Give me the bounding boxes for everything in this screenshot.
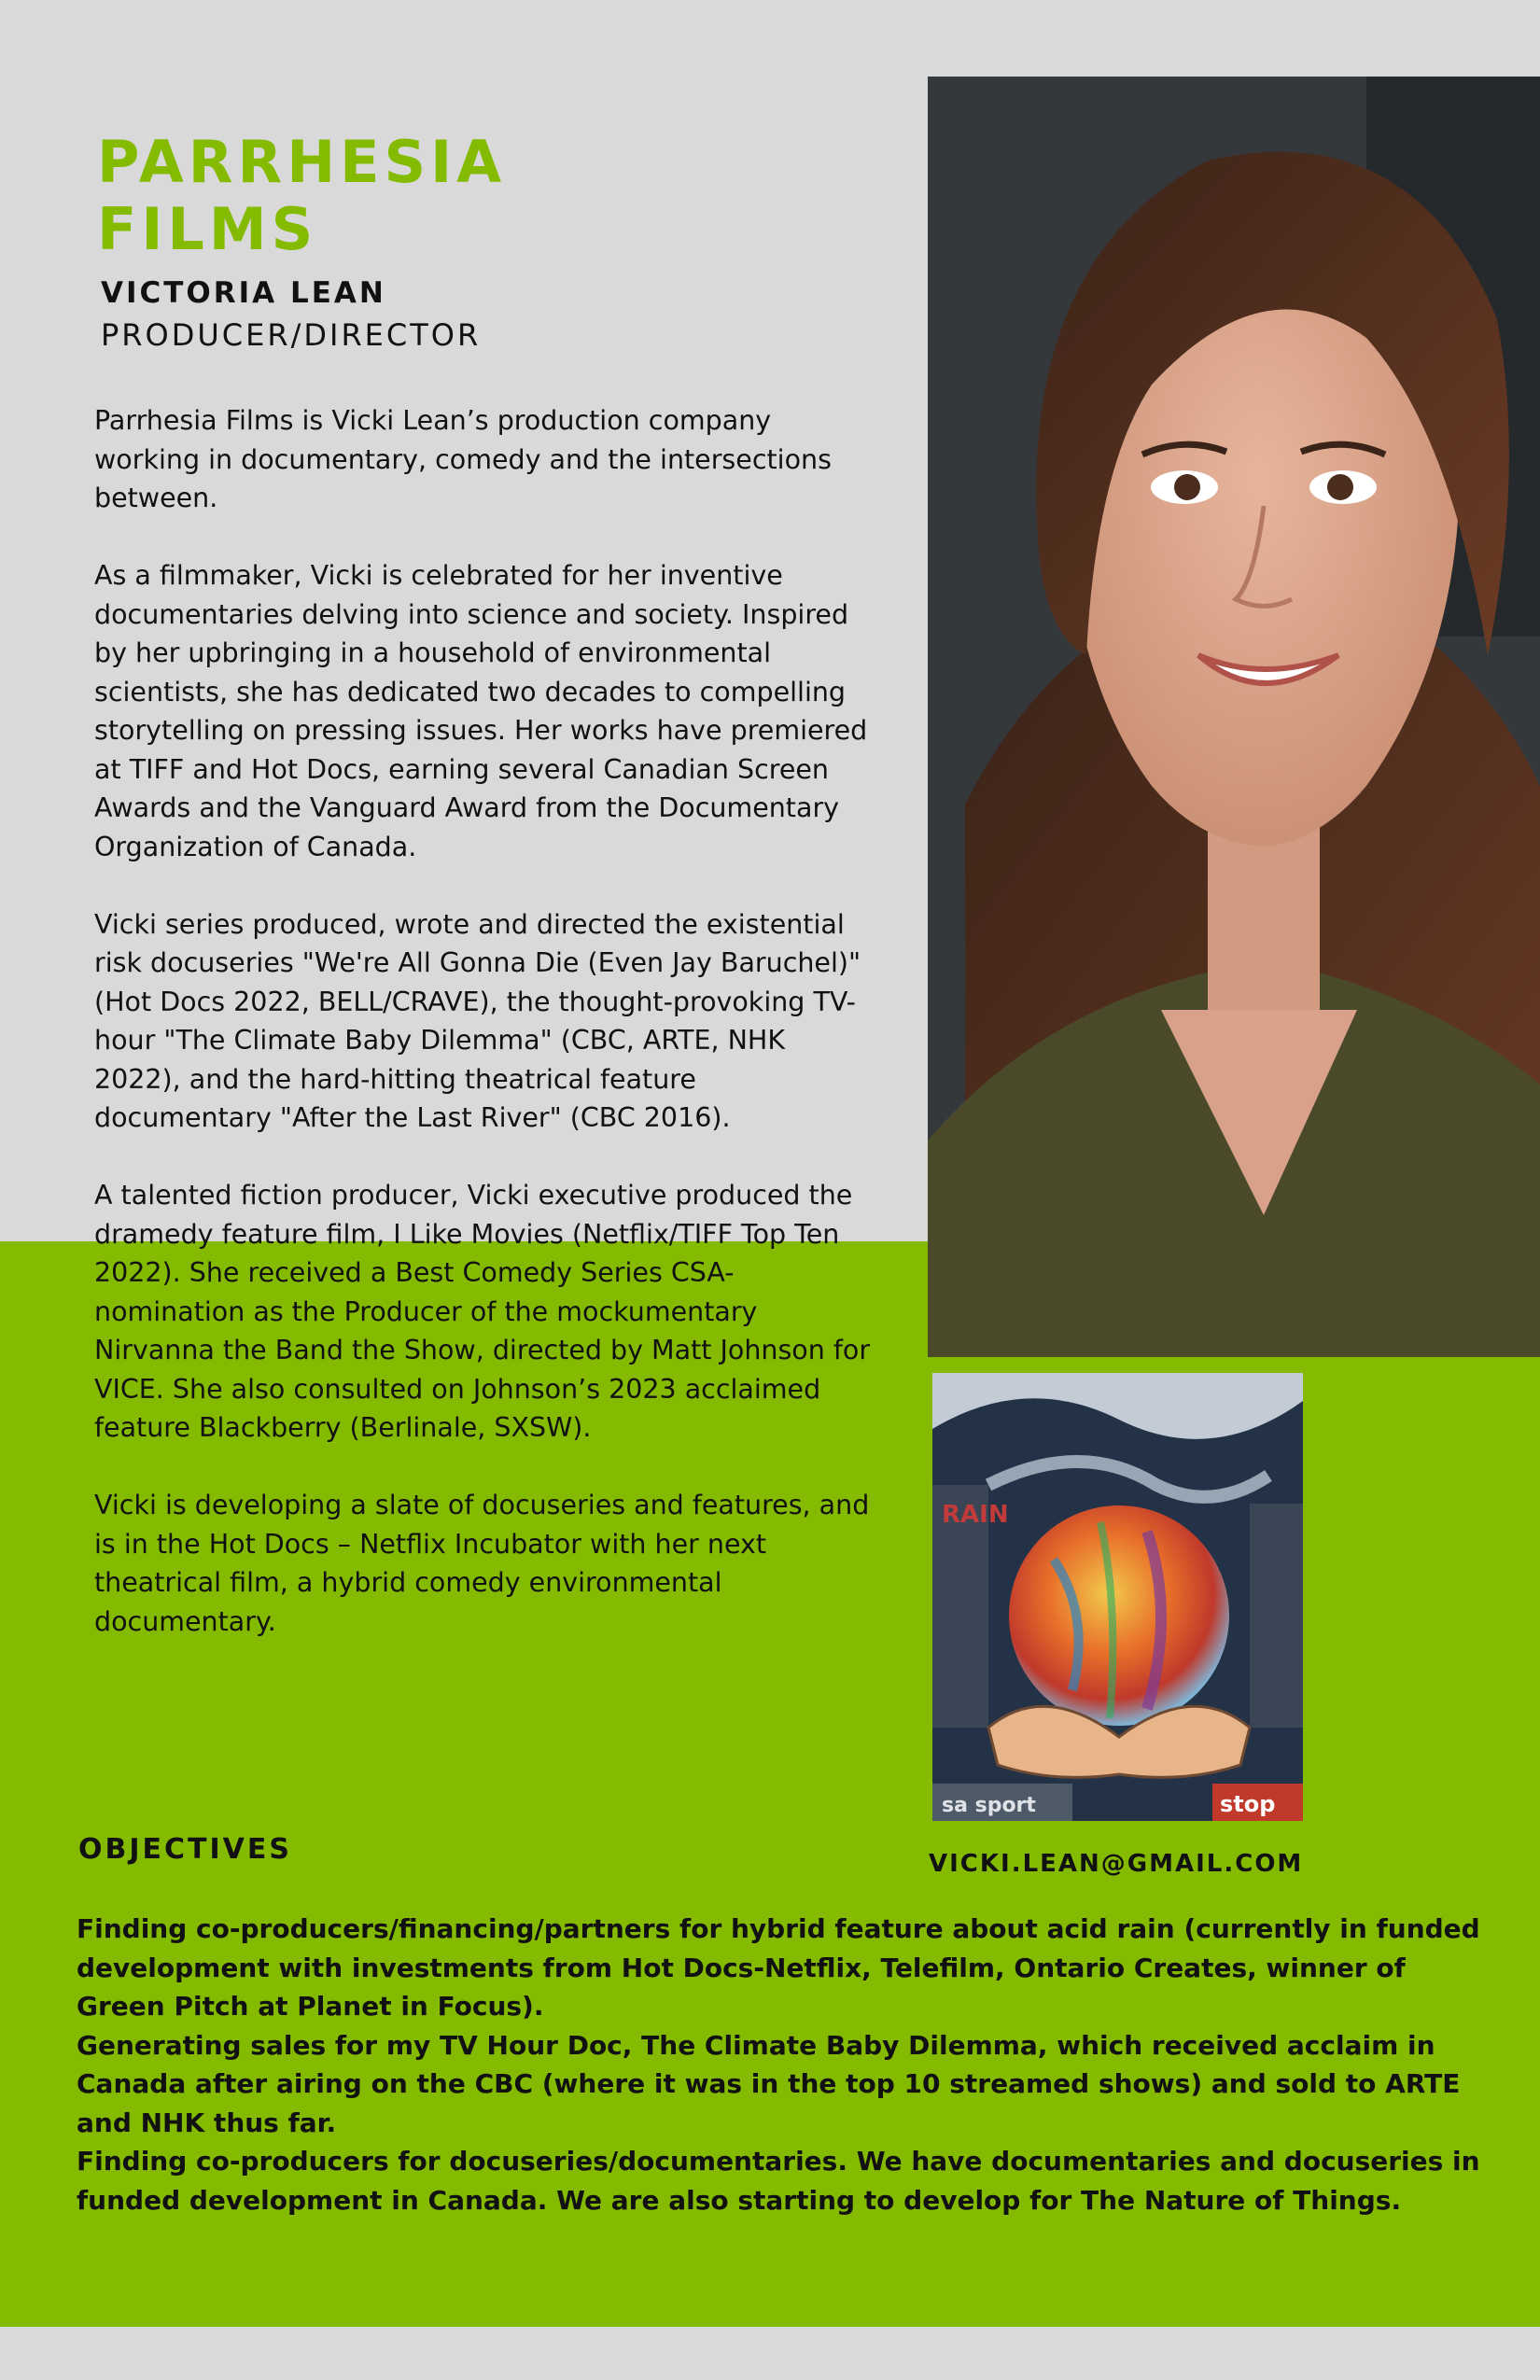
globe-in-hands-illustration [932,1373,1303,1821]
bio-section [94,401,878,1680]
art-sign-sport: sa sport [942,1794,1036,1817]
portrait-photo [928,77,1540,1357]
objectives-list [77,1910,1495,2219]
bio-paragraph-filmmaker: As a filmmaker, Vicki is celebrated for her inventive documentaries delving into science and society. Inspired by her upbringing in a household of environmental scientists, she has dedicated two decades to compelling storytelling on pressing issues. Her works have premiered at TIFF and Hot Docs, earning several Canadian Screen Awards and the Vanguard Award from the Documentary Organization of Canada. [94,560,868,862]
person-name: VICTORIA LEAN [101,276,386,310]
objective-item: Generating sales for my TV Hour Doc, The Climate Baby Dilemma, which received acclaim in Canada after airing on the CBC (where it was in the top 10 streamed shows) and sold to ARTE and NHK thus far. [77,2029,1461,2138]
globe-artwork [932,1373,1303,1821]
art-sign-stop: stop [1220,1791,1276,1817]
objective-item: Finding co-producers/financing/partners for hybrid feature about acid rain (currently in funded development with investments from Hot Docs-Netflix, Telefilm, Ontario Creates, winner of Green Pitch at Planet in Focus). [77,1913,1480,2022]
bio-paragraph-developing: Vicki is developing a slate of docuseries and features, and is in the Hot Docs – Netflix Incubator with her next theatrical film, a hybrid comedy environmental documentary. [94,1490,870,1637]
objective-item: Finding co-producers for docuseries/documentaries. We have documentaries and docuseries in funded development in Canada. We are also starting to develop for The Nature of Things. [77,2146,1480,2216]
contact-email: VICKI.LEAN@GMAIL.COM [929,1850,1304,1878]
person-role: PRODUCER/DIRECTOR [101,317,482,353]
portrait-illustration [928,77,1540,1357]
objectives-heading: OBJECTIVES [78,1833,292,1866]
company-name: PARRHESIA FILMS [97,128,507,263]
bio-paragraph-fiction: A talented fiction producer, Vicki executive produced the dramedy feature film, I Like Movies (Netflix/TIFF Top Ten 2022). She received a Best Comedy Series CSA-nomination as the Producer of the mockumentary Nirvanna the Band the Show, directed by Matt Johnson for VICE. She also consulted on Johnson’s 2023 acclaimed feature Blackberry (Berlinale, SXSW). [94,1180,871,1443]
bio-paragraph-series: Vicki series produced, wrote and directed the existential risk docuseries "We're All Gonna Die (Even Jay Baruchel)" (Hot Docs 2022, BELL/CRAVE), the thought-provoking TV-hour "The Climate Baby Dilemma" (CBC, ARTE, NHK 2022), and the hard-hitting theatrical feature documentary "After the Last River" (CBC 2016). [94,908,861,1133]
art-sign-rain: RAIN [942,1501,1009,1529]
bio-paragraph-intro: Parrhesia Films is Vicki Lean’s production company working in documentary, comedy and the intersections between. [94,405,832,513]
